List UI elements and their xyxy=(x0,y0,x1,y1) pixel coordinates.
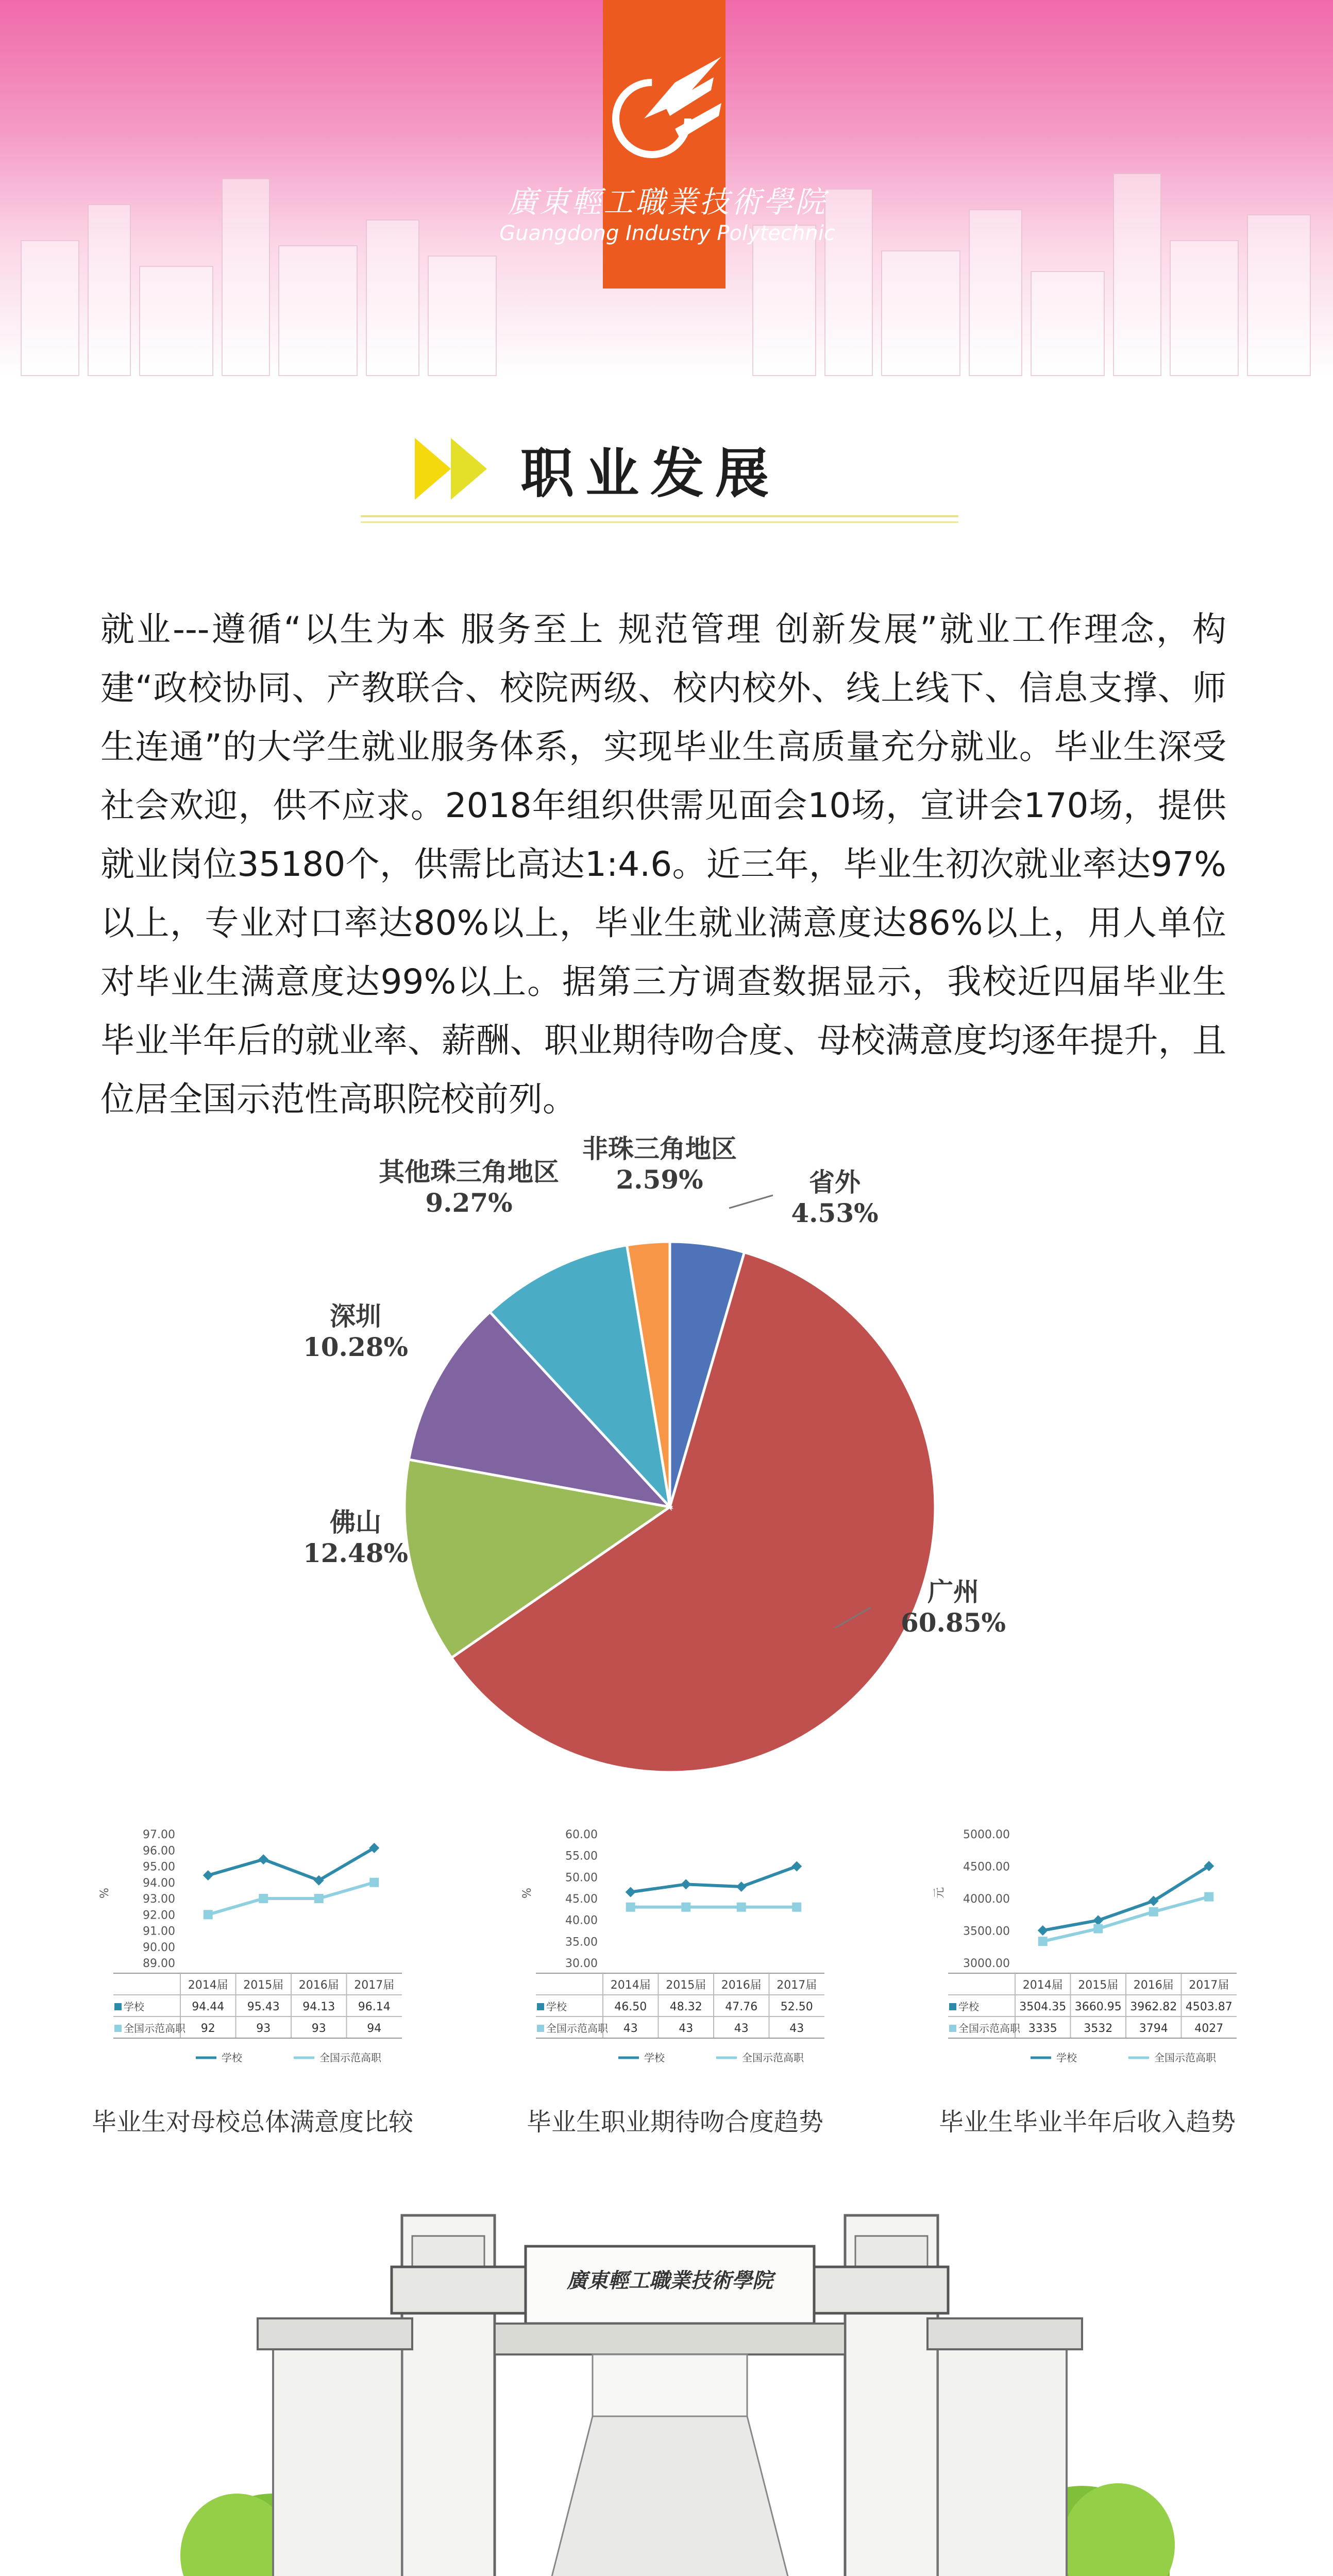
data-point xyxy=(258,1854,268,1865)
data-point xyxy=(737,1903,746,1912)
skyline-building xyxy=(222,178,270,376)
data-point xyxy=(1093,1924,1103,1934)
data-value-label: 95.43 xyxy=(247,2001,280,2013)
y-tick-label: 93.00 xyxy=(143,1893,175,1906)
data-value-label: 3962.82 xyxy=(1130,2001,1177,2013)
skyline-building xyxy=(88,204,131,376)
data-point xyxy=(203,1870,213,1880)
school-name-en: Guangdong Industry Polytechnic xyxy=(499,222,835,245)
pie-label xyxy=(289,1507,423,1569)
data-value-label: 3794 xyxy=(1139,2022,1168,2035)
legend-label: 全国示范高职 xyxy=(742,2052,804,2064)
title-underline xyxy=(361,521,958,523)
series-name: 全国示范高职 xyxy=(124,2022,185,2035)
pie-label-name: 省外 xyxy=(809,1167,860,1197)
pie-label-value: 2.59% xyxy=(616,1164,703,1195)
series-line xyxy=(208,1883,375,1915)
pie-leader-line xyxy=(729,1195,773,1208)
pie-label-value: 60.85% xyxy=(900,1607,1006,1638)
data-value-label: 43 xyxy=(789,2022,804,2035)
y-axis-label: 元 xyxy=(933,1887,946,1899)
gate-plaque-text: 廣東輕工職業技術學院 xyxy=(567,2268,773,2293)
y-tick-label: 60.00 xyxy=(565,1828,598,1841)
data-value-label: 43 xyxy=(734,2022,749,2035)
data-point xyxy=(681,1879,691,1889)
series-line xyxy=(208,1848,375,1880)
y-tick-label: 55.00 xyxy=(565,1850,598,1863)
series-name: 全国示范高职 xyxy=(958,2022,1020,2035)
y-axis-label: % xyxy=(98,1888,111,1899)
series-line xyxy=(631,1867,797,1892)
skyline-building xyxy=(366,219,419,376)
skyline-building xyxy=(139,266,213,376)
data-point xyxy=(792,1903,801,1912)
chart-caption: 毕业生职业期待吻合度趋势 xyxy=(526,2108,823,2137)
y-tick-label: 50.00 xyxy=(565,1871,598,1885)
y-tick-label: 89.00 xyxy=(143,1957,175,1970)
data-point xyxy=(314,1894,324,1903)
legend-swatch xyxy=(949,2003,956,2010)
skyline-building xyxy=(278,245,358,376)
data-value-label: 94.13 xyxy=(302,2001,335,2013)
pie-label xyxy=(361,1157,577,1218)
pie-label-value: 12.48% xyxy=(302,1538,409,1568)
skyline-building xyxy=(881,250,960,376)
data-value-label: 48.32 xyxy=(669,2001,702,2013)
y-tick-label: 40.00 xyxy=(565,1914,598,1927)
line-chart xyxy=(93,1819,412,2099)
x-category-label: 2015届 xyxy=(1078,1979,1119,1992)
pie-label-name: 非珠三角地区 xyxy=(582,1133,737,1164)
data-value-label: 43 xyxy=(679,2022,694,2035)
data-value-label: 94 xyxy=(367,2022,382,2035)
data-point xyxy=(1038,1937,1048,1946)
skyline-building xyxy=(752,225,816,376)
pie-label-name: 深圳 xyxy=(330,1301,381,1331)
y-tick-label: 3000.00 xyxy=(963,1957,1010,1970)
x-category-label: 2016届 xyxy=(1133,1979,1174,1992)
x-category-label: 2014届 xyxy=(610,1979,651,1992)
x-category-label: 2014届 xyxy=(1022,1979,1063,1992)
pie-label-value: 9.27% xyxy=(425,1188,513,1218)
pie-label-name: 广州 xyxy=(927,1577,979,1607)
data-value-label: 3660.95 xyxy=(1074,2001,1122,2013)
data-point xyxy=(259,1894,268,1903)
series-name: 全国示范高职 xyxy=(546,2022,608,2035)
y-tick-label: 3500.00 xyxy=(963,1925,1010,1938)
legend-swatch xyxy=(949,2025,956,2032)
y-tick-label: 92.00 xyxy=(143,1909,175,1922)
y-tick-label: 4000.00 xyxy=(963,1893,1010,1906)
legend-label: 全国示范高职 xyxy=(1154,2052,1216,2064)
data-point xyxy=(791,1861,802,1872)
x-category-label: 2017届 xyxy=(1189,1979,1229,1992)
pie-label xyxy=(289,1301,423,1363)
line-chart-svg xyxy=(927,1819,1247,2097)
x-category-label: 2017届 xyxy=(777,1979,817,1992)
data-value-label: 46.50 xyxy=(614,2001,647,2013)
series-name: 学校 xyxy=(546,2001,567,2013)
y-tick-label: 45.00 xyxy=(565,1893,598,1906)
data-point xyxy=(626,1887,636,1897)
pie-label xyxy=(562,1133,757,1195)
y-tick-label: 30.00 xyxy=(565,1957,598,1970)
y-tick-label: 90.00 xyxy=(143,1941,175,1954)
y-tick-label: 35.00 xyxy=(565,1936,598,1949)
y-tick-label: 95.00 xyxy=(143,1860,175,1874)
school-logo-icon xyxy=(603,0,725,165)
legend-label: 学校 xyxy=(222,2052,242,2064)
skyline-building xyxy=(1170,240,1239,376)
legend-swatch xyxy=(537,2003,544,2010)
campus-gate-illustration xyxy=(155,2184,1185,2576)
legend-label: 全国示范高职 xyxy=(319,2052,381,2064)
data-point xyxy=(1204,1892,1213,1902)
x-category-label: 2017届 xyxy=(354,1979,395,1992)
intro-paragraph: 就业---遵循“以生为本 服务至上 规范管理 创新发展”就业工作理念，构建“政校协同、产教联合、校院两级、校内校外、线上线下、信息支撑、师生连通”的大学生就业服务体系，实现毕业生高质量充分就业。毕业生深受社会欢迎，供不应求。2018年组织供需见面会10场，宣讲会170场，提供就业岗位35180个，供需比高达1:4.6。近三年，毕业生初次就业率达97%以上，专业对口率达80%以上，毕业生就业满意度达86%以上，用人单位对毕业生满意度达99%以上。据第三方调查数据显示，我校近四届毕业生毕业半年后的就业率、薪酬、职业期待吻合度、母校满意度均逐年提升，且位居全国示范性高职院校前列。 xyxy=(100,609,1226,1119)
data-value-label: 94.44 xyxy=(192,2001,225,2013)
double-arrow-icon xyxy=(415,435,502,502)
x-category-label: 2015届 xyxy=(666,1979,706,1992)
series-line xyxy=(1043,1897,1209,1942)
x-category-label: 2015届 xyxy=(243,1979,284,1992)
data-value-label: 92 xyxy=(200,2022,215,2035)
data-value-label: 43 xyxy=(623,2022,638,2035)
y-tick-label: 4500.00 xyxy=(963,1860,1010,1874)
data-value-label: 47.76 xyxy=(725,2001,758,2013)
data-point xyxy=(681,1903,690,1912)
skyline-building xyxy=(1113,173,1161,376)
skyline-building xyxy=(969,209,1022,376)
line-chart-svg xyxy=(515,1819,835,2097)
y-tick-label: 96.00 xyxy=(143,1844,175,1858)
data-point xyxy=(1038,1925,1048,1936)
data-value-label: 3504.35 xyxy=(1019,2001,1067,2013)
data-value-label: 93 xyxy=(256,2022,271,2035)
pie-label xyxy=(876,1577,1031,1638)
skyline-building xyxy=(1031,271,1105,376)
pie-label-value: 10.28% xyxy=(302,1332,409,1362)
skyline-building xyxy=(21,240,79,376)
line-chart-svg xyxy=(93,1819,412,2097)
legend-swatch xyxy=(114,2025,122,2032)
skyline-building xyxy=(1247,214,1311,376)
line-chart xyxy=(515,1819,835,2099)
pie-label-value: 4.53% xyxy=(791,1198,879,1228)
chart-caption: 毕业生毕业半年后收入趋势 xyxy=(938,2108,1236,2137)
skyline-building xyxy=(428,256,497,376)
legend-label: 学校 xyxy=(644,2052,665,2064)
title-underline xyxy=(361,515,958,517)
data-value-label: 96.14 xyxy=(358,2001,391,2013)
legend-swatch xyxy=(114,2003,122,2010)
school-name-cn: 廣東輕工職業技術學院 xyxy=(507,184,827,219)
line-chart xyxy=(927,1819,1247,2099)
data-point xyxy=(1149,1907,1158,1917)
data-point xyxy=(204,1910,213,1919)
y-tick-label: 91.00 xyxy=(143,1925,175,1938)
chart-caption: 毕业生对母校总体满意度比较 xyxy=(91,2108,413,2137)
series-name: 学校 xyxy=(958,2001,979,2013)
y-axis-label: % xyxy=(521,1888,534,1899)
legend-swatch xyxy=(537,2025,544,2032)
data-point xyxy=(626,1903,635,1912)
pie-label xyxy=(778,1167,891,1229)
data-point xyxy=(369,1878,379,1887)
data-point xyxy=(736,1882,747,1892)
logo-banner xyxy=(603,0,725,289)
y-tick-label: 97.00 xyxy=(143,1828,175,1841)
data-value-label: 3335 xyxy=(1028,2022,1057,2035)
x-category-label: 2014届 xyxy=(188,1979,228,1992)
data-value-label: 93 xyxy=(311,2022,326,2035)
y-tick-label: 5000.00 xyxy=(963,1828,1010,1841)
x-category-label: 2016届 xyxy=(298,1979,339,1992)
pie-label-name: 其他珠三角地区 xyxy=(379,1157,559,1187)
legend-label: 学校 xyxy=(1056,2052,1077,2064)
data-value-label: 4503.87 xyxy=(1185,2001,1233,2013)
data-value-label: 52.50 xyxy=(780,2001,813,2013)
series-name: 学校 xyxy=(124,2001,144,2013)
employment-region-pie-chart xyxy=(361,1133,979,1777)
x-category-label: 2016届 xyxy=(721,1979,762,1992)
y-tick-label: 94.00 xyxy=(143,1876,175,1890)
pie-label-name: 佛山 xyxy=(330,1507,381,1537)
data-value-label: 4027 xyxy=(1194,2022,1224,2035)
data-point xyxy=(1093,1915,1103,1925)
section-title: 职业发展 xyxy=(520,442,781,505)
data-value-label: 3532 xyxy=(1084,2022,1113,2035)
